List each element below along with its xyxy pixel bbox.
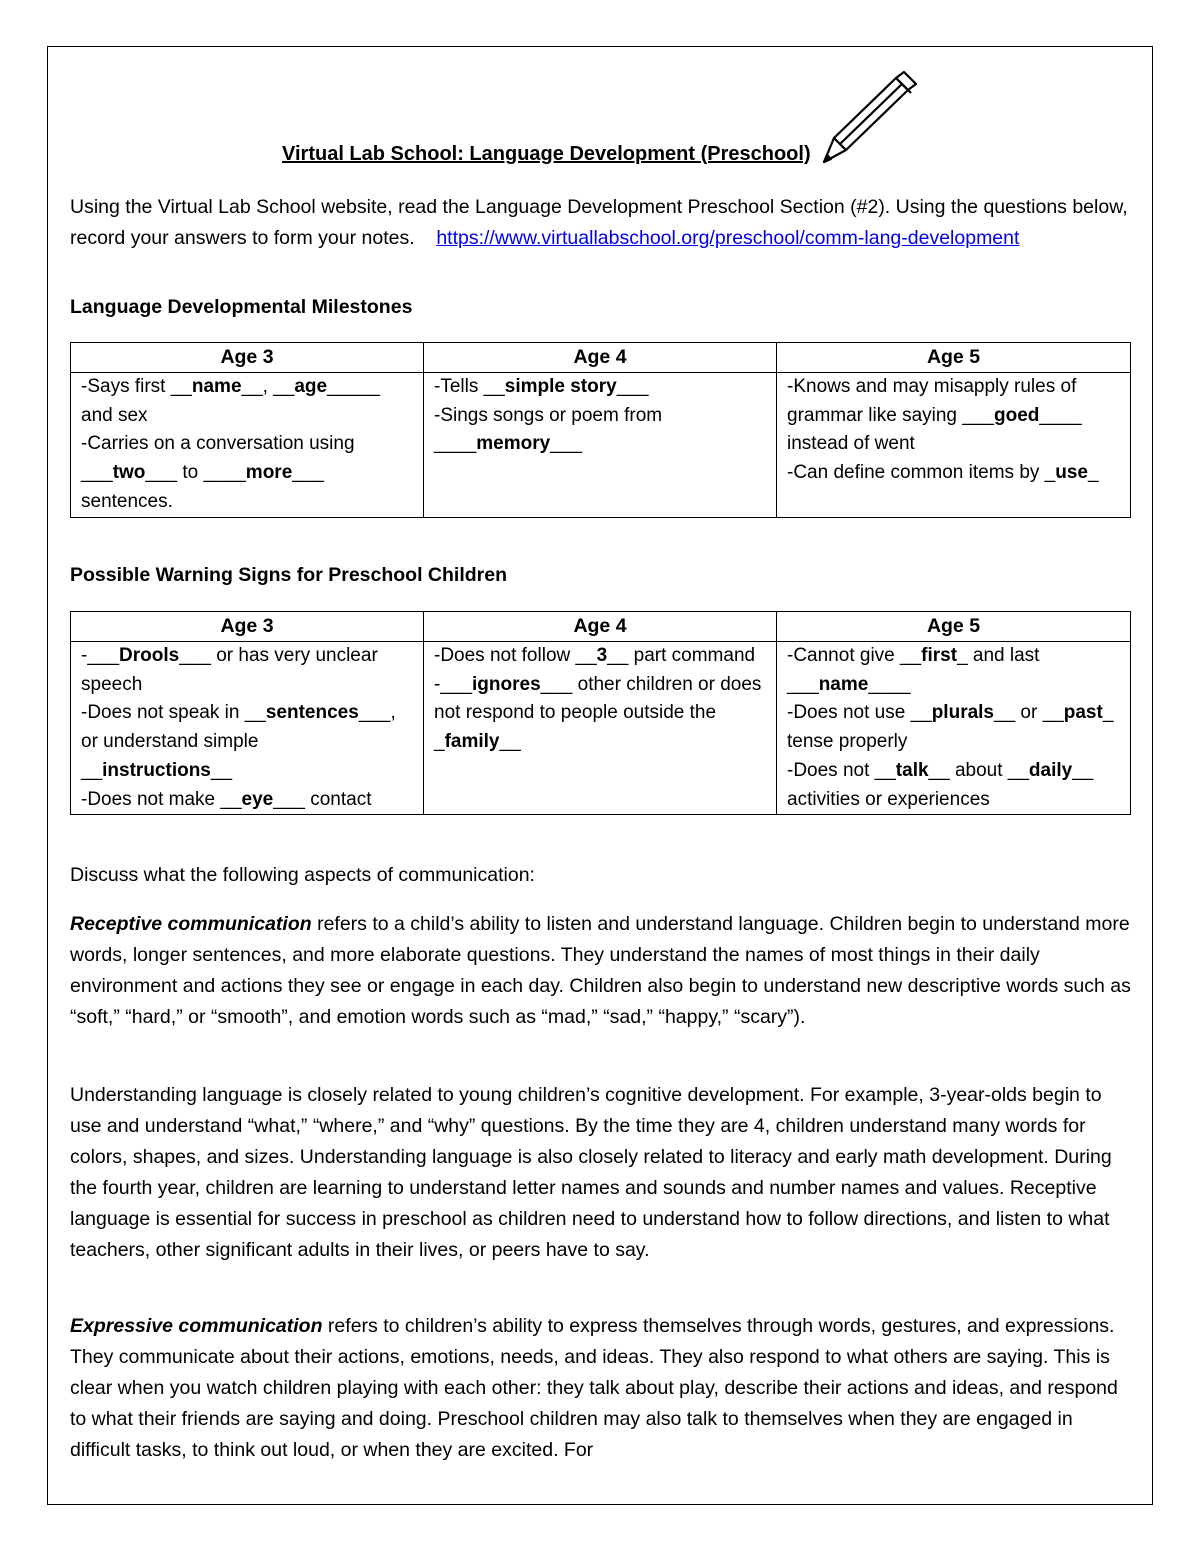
milestones-table [70,342,1131,518]
answer: plurals [931,702,995,724]
column-header: Age 3 [71,612,424,642]
answer: two [112,462,146,484]
answer: Drools [119,645,180,666]
warning-age5-cell: -Cannot give __first_ and last ___name____ -Does not use __plurals__ or __past_ tense properly -Does not __talk__ about __daily__ activities or experiences [777,642,1131,815]
milestone-age4-cell: -Tells __simple story___ -Sings songs or poem from ____memory___ [424,373,777,518]
answer: family [444,731,500,753]
answer: memory [476,433,551,455]
table-row [71,373,1131,518]
warnings-table [70,611,1131,815]
answer: 3 [596,645,608,666]
answer: sentences [265,702,359,724]
source-link[interactable]: https://www.virtuallabschool.org/preschool/comm-lang-development [436,227,1020,249]
receptive-paragraph: Receptive communication refers to a child’s ability to listen and understand language. Children begin to understand more words, longer sentences, and more elaborate questions. They understand the names of most things in their daily environment and actions they see or engage in each day. Children also begin to understand new descriptive words such as “soft,” “hard,” or “smooth”, and emotion words such as “mad,” “sad,” “happy,” “scary”). [70,913,1131,1028]
answer: ignores [472,673,541,695]
answer: simple story [504,376,617,397]
table-row [71,642,1131,815]
warning-age3-cell: -___Drools___ or has very unclear speech -Does not speak in __sentences___, or understand simple __instructions__ -Does not make __eye___ contact [71,642,424,815]
column-header: Age 3 [71,343,424,373]
answer: age [294,376,328,397]
column-header: Age 5 [777,612,1131,642]
answer: name [818,673,869,695]
page-title: Virtual Lab School: Language Development (Preschool) [282,143,811,165]
answer: past [1063,702,1103,724]
receptive-term: Receptive communication [70,913,312,935]
warning-age4-cell: -Does not follow __3__ part command -___ignores___ other children or does not respond to people outside the _family__ [424,642,777,815]
warnings-heading: Possible Warning Signs for Preschool Children [70,564,508,586]
pencil-icon [818,70,922,170]
answer: instructions [102,759,211,781]
table-header-row [71,612,1131,642]
expressive-term: Expressive communication [70,1315,323,1337]
answer: eye [241,788,274,810]
answer: first [921,645,958,666]
milestone-age5-cell: -Knows and may misapply rules of grammar like saying ___goed____ instead of went -Can define common items by _use_ [777,373,1131,518]
answer: goed [993,404,1040,426]
intro-paragraph [70,192,1130,254]
milestone-age3-cell: -Says first __name__, __age_____ and sex -Carries on a conversation using ___two___ to ____more___ sentences. [71,373,424,518]
intro-text: Using the Virtual Lab School website, read the Language Development Preschool Section (#2). Using the questions below, record your answers to form your notes. [70,196,1128,249]
answer: more [245,462,293,484]
answer: use [1055,462,1088,484]
discuss-prompt: Discuss what the following aspects of communication: [70,864,535,886]
answer: talk [895,759,929,781]
answer: daily [1028,759,1073,781]
understanding-paragraph: Understanding language is closely related to young children’s cognitive development. For example, 3-year-olds begin to use and understand “what,” “where,” and “why” questions. By the time they are 4, children understand many words for colors, shapes, and sizes. Understanding language is also closely related to literacy and early math development. During the fourth year, children are learning to understand letter names and sounds and number names and values. Receptive language is essential for success in preschool as children need to understand how to follow directions, and listen to what teachers, other significant adults in their lives, or peers have to say. [70,1084,1112,1261]
milestones-heading: Language Developmental Milestones [70,296,413,318]
answer: name [191,376,242,397]
expressive-paragraph: Expressive communication refers to children’s ability to express themselves through words, gestures, and expressions. They communicate about their actions, emotions, needs, and ideas. They also respond to what others are saying. This is clear when you watch children playing with each other: they talk about play, describe their actions and ideas, and respond to what their friends are saying and doing. Preschool children may also talk to themselves when they are engaged in difficult tasks, to think out loud, or when they are excited. For [70,1315,1118,1461]
table-header-row [71,343,1131,373]
column-header: Age 5 [777,343,1131,373]
column-header: Age 4 [424,343,777,373]
column-header: Age 4 [424,612,777,642]
